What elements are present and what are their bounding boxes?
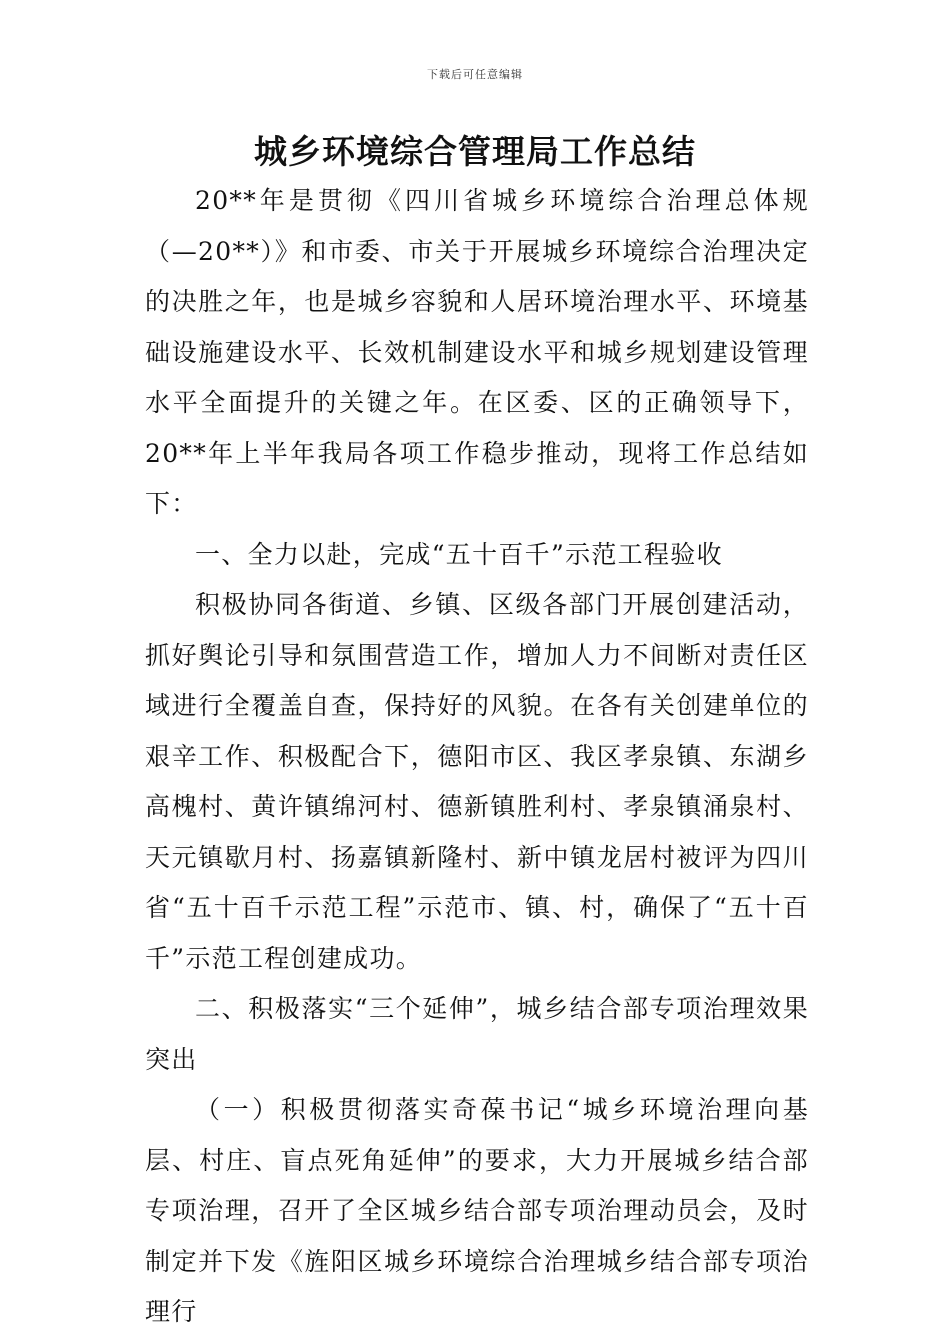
paragraph-section-2-item-1: （一）积极贯彻落实奇葆书记“城乡环境治理向基层、村庄、盲点死角延伸”的要求，大力开展城乡结合部专项治理，召开了全区城乡结合部专项治理动员会，及时制定并下发《旌阳区城乡环境综合治理城乡结合部专项治理行 bbox=[145, 1095, 809, 1326]
document-body bbox=[145, 176, 809, 1338]
document-title: 城乡环境综合管理局工作总结 bbox=[254, 132, 696, 171]
header-note: 下载后可任意编辑 bbox=[427, 68, 523, 81]
paragraph-section-1: 积极协同各街道、乡镇、区级各部门开展创建活动，抓好舆论引导和氛围营造工作，增加人力不间断对责任区域进行全覆盖自查，保持好的风貌。在各有关创建单位的艰辛工作、积极配合下，德阳市区、我区孝泉镇、东湖乡高槐村、黄许镇绵河村、德新镇胜利村、孝泉镇涌泉村、天元镇歇月村、扬嘉镇新隆村、新中镇龙居村被评为四川省“五十百千示范工程”示范市、镇、村，确保了“五十百千”示范工程创建成功。 bbox=[145, 590, 809, 973]
section-heading-2: 二、积极落实“三个延伸”，城乡结合部专项治理效果突出 bbox=[145, 994, 809, 1074]
paragraph-intro: 20**年是贯彻《四川省城乡环境综合治理总体规（—20**）》和市委、市关于开展城乡环境综合治理决定的决胜之年，也是城乡容貌和人居环境治理水平、环境基础设施建设水平、长效机制建设水平和城乡规划建设管理水平全面提升的关键之年。在区委、区的正确领导下，20**年上半年我局各项工作稳步推动，现将工作总结如下： bbox=[145, 186, 809, 518]
section-heading-1: 一、全力以赴，完成“五十百千”示范工程验收 bbox=[195, 539, 723, 569]
